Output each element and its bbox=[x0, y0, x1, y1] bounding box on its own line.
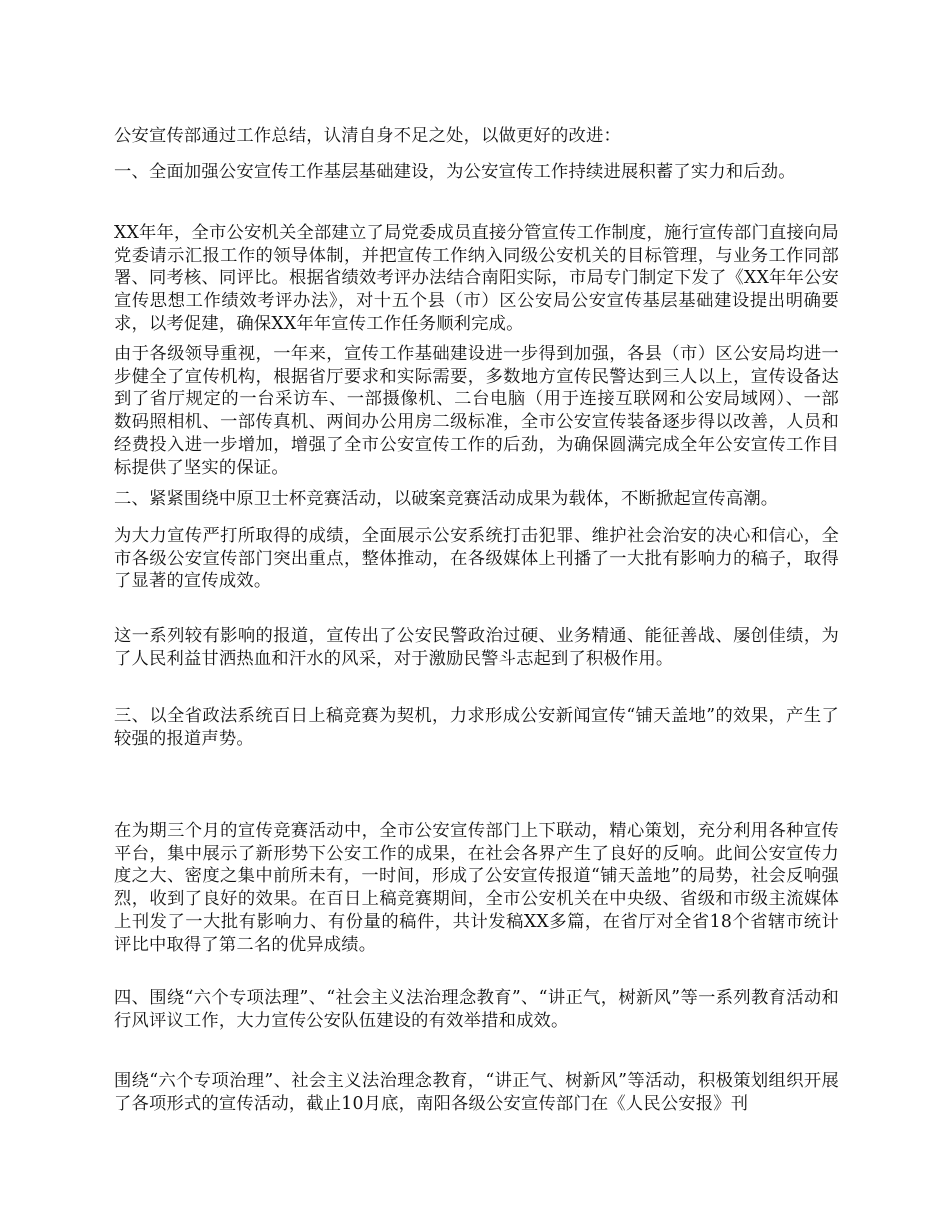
section-2-paragraph-1: 为大力宣传严打所取得的成绩，全面展示公安系统打击犯罪、维护社会治安的决心和信心，全市各级公安宣传部门突出重点，整体推动，在各级媒体上刊播了一大批有影响力的稿子，取得了显著的宣传成效。 bbox=[114, 526, 839, 592]
section-3-paragraph-1: 在为期三个月的宣传竞赛活动中，全市公安宣传部门上下联动，精心策划，充分利用各种宣传平台，集中展示了新形势下公安工作的成果，在社会各界产生了良好的反响。此间公安宣传力度之大、密度之集中前所未有，一时间，形成了公安宣传报道“铺天盖地”的局势，社会反响强烈，收到了良好的效果。在百日上稿竞赛期间，全市公安机关在中央级、省级和市级主流媒体上刊发了一大批有影响力、有份量的稿件，共计发稿XX多篇，在省厅对全省18个省辖市统计评比中取得了第二名的优异成绩。 bbox=[114, 821, 839, 955]
intro-paragraph: 公安宣传部通过工作总结，认清自身不足之处，以做更好的改进： bbox=[114, 126, 621, 146]
section-2-paragraph-2: 这一系列较有影响的报道，宣传出了公安民警政治过硬、业务精通、能征善战、屡创佳绩，为了人民利益甘洒热血和汗水的风采，对于激励民警斗志起到了积极作用。 bbox=[114, 626, 839, 669]
section-1-paragraph-2: 由于各级领导重视，一年来，宣传工作基础建设进一步得到加强，各县（市）区公安局均进一步健全了宣传机构，根据省厅要求和实际需要，多数地方宣传民警达到三人以上，宣传设备达到了省厅规定的一台采访车、一部摄像机、二台电脑（用于连接互联网和公安局域网）、一部数码照相机、一部传真机、两间办公用房二级标准，全市公安宣传装备逐步得以改善，人员和经费投入进一步增加，增强了全市公安宣传工作的后劲，为确保圆满完成全年公安宣传工作目标提供了坚实的保证。 bbox=[114, 344, 839, 478]
section-4-heading: 四、围绕“六个专项法理”、“社会主义法治理念教育”、“讲正气，树新风”等一系列教育活动和行风评议工作，大力宣传公安队伍建设的有效举措和成效。 bbox=[114, 988, 839, 1031]
section-1-paragraph-1: XX年年，全市公安机关全部建立了局党委成员直接分管宣传工作制度，施行宣传部门直接向局党委请示汇报工作的领导体制，并把宣传工作纳入同级公安机关的目标管理，与业务工作同部署、同考核、同评比。根据省绩效考评办法结合南阳实际，市局专门制定下发了《XX年年公安宣传思想工作绩效考评办法》，对十五个县（市）区公安局公安宣传基层基础建设提出明确要求，以考促建，确保XX年年宣传工作任务顺利完成。 bbox=[114, 223, 839, 334]
section-4-paragraph-1: 围绕“六个专项治理”、社会主义法治理念教育，“讲正气、树新风”等活动，积极策划组织开展了各项形式的宣传活动，截止10月底，南阳各级公安宣传部门在《人民公安报》刊 bbox=[114, 1071, 839, 1114]
section-2-heading: 二、紧紧围绕中原卫士杯竞赛活动，以破案竞赛活动成果为载体，不断掀起宣传高潮。 bbox=[114, 489, 779, 509]
section-3-heading: 三、以全省政法系统百日上稿竞赛为契机，力求形成公安新闻宣传“铺天盖地”的效果，产生了较强的报道声势。 bbox=[114, 706, 839, 749]
section-1-heading: 一、全面加强公安宣传工作基层基础建设，为公安宣传工作持续进展积蓄了实力和后劲。 bbox=[114, 162, 796, 182]
